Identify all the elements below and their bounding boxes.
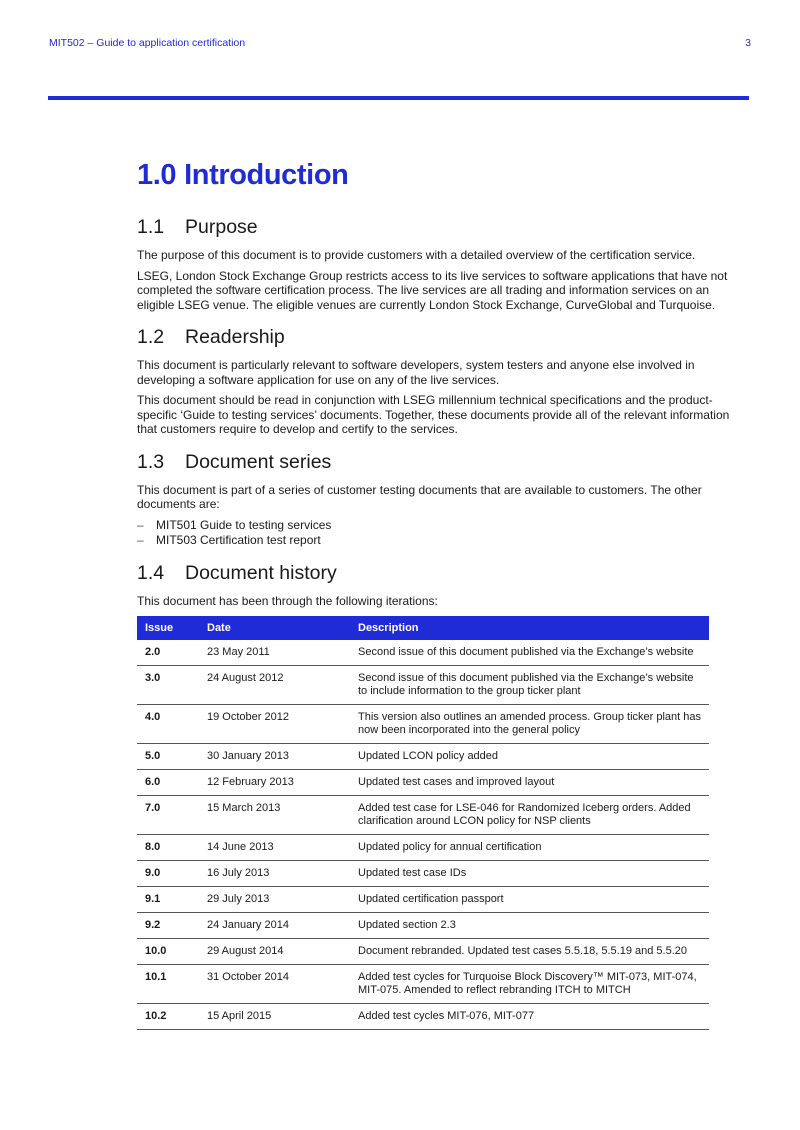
cell-issue: 4.0 (137, 705, 199, 744)
chapter-number: 1.0 (137, 159, 177, 191)
section-number: 1.1 (137, 216, 165, 238)
paragraph: This document is particularly relevant to software developers, system testers and anyone else involved in developing a software application for use on any of the live services. (137, 358, 695, 387)
table-body (137, 640, 709, 1030)
cell-issue: 7.0 (137, 796, 199, 835)
cell-issue: 9.1 (137, 887, 199, 913)
section-title: Purpose (185, 216, 258, 238)
cell-issue: 2.0 (137, 640, 199, 666)
cell-issue: 8.0 (137, 835, 199, 861)
cell-date: 31 October 2014 (199, 965, 350, 1004)
section-title: Document history (185, 561, 337, 584)
page-number: 3 (745, 37, 751, 49)
cell-date: 15 March 2013 (199, 796, 350, 835)
table-header-row (137, 616, 709, 640)
table-row (137, 965, 709, 1004)
cell-description: Second issue of this document published via the Exchange’s website to include information to the group ticker plant (350, 666, 709, 705)
cell-description: Added test cycles MIT-076, MIT-077 (350, 1004, 709, 1030)
cell-date: 14 June 2013 (199, 835, 350, 861)
cell-issue: 5.0 (137, 744, 199, 770)
table-row (137, 796, 709, 835)
section-document-series (137, 451, 740, 548)
cell-description: Updated test cases and improved layout (350, 770, 709, 796)
cell-date: 24 August 2012 (199, 666, 350, 705)
table-row (137, 770, 709, 796)
cell-description: Added test cycles for Turquoise Block Discovery™ MIT-073, MIT-074, MIT-075. Amended to reflect rebranding ITCH to MITCH (350, 965, 709, 1004)
cell-description: Updated policy for annual certification (350, 835, 709, 861)
cell-date: 29 August 2014 (199, 939, 350, 965)
cell-issue: 9.2 (137, 913, 199, 939)
column-header-issue: Issue (137, 616, 199, 640)
table-row (137, 835, 709, 861)
table-row (137, 744, 709, 770)
section-heading (137, 326, 740, 348)
cell-date: 19 October 2012 (199, 705, 350, 744)
cell-description: Second issue of this document published via the Exchange’s website (350, 640, 709, 666)
section-title: Document series (185, 450, 332, 473)
list-item: – MIT503 Certification test report (137, 533, 740, 548)
cell-description: Updated section 2.3 (350, 913, 709, 939)
table-row (137, 939, 709, 965)
paragraph: This document is part of a series of customer testing documents that are available to customers. The other documents are: (137, 482, 702, 511)
cell-description: This version also outlines an amended process. Group ticker plant has now been incorporated into the general policy (350, 705, 709, 744)
document-list (137, 518, 740, 548)
cell-date: 29 July 2013 (199, 887, 350, 913)
table-row (137, 1004, 709, 1030)
cell-description: Updated certification passport (350, 887, 709, 913)
cell-date: 23 May 2011 (199, 640, 350, 666)
chapter-title: Introduction (184, 159, 349, 191)
cell-description: Document rebranded. Updated test cases 5.5.18, 5.5.19 and 5.5.20 (350, 939, 709, 965)
cell-description: Updated test case IDs (350, 861, 709, 887)
header-divider (48, 96, 749, 100)
cell-issue: 9.0 (137, 861, 199, 887)
cell-date: 12 February 2013 (199, 770, 350, 796)
cell-description: Updated LCON policy added (350, 744, 709, 770)
section-heading (137, 216, 740, 238)
cell-issue: 10.0 (137, 939, 199, 965)
cell-issue: 6.0 (137, 770, 199, 796)
section-title: Readership (185, 326, 285, 348)
cell-description: Added test case for LSE-046 for Randomized Iceberg orders. Added clarification around LCON policy for NSP clients (350, 796, 709, 835)
paragraph: This document has been through the following iterations: (137, 593, 438, 608)
section-heading (137, 562, 740, 584)
paragraph: The purpose of this document is to provide customers with a detailed overview of the certification service. (137, 248, 696, 262)
chapter-heading (137, 150, 740, 200)
column-header-description: Description (350, 616, 709, 640)
table-row (137, 887, 709, 913)
section-heading (137, 451, 740, 473)
section-number: 1.4 (137, 561, 165, 584)
cell-date: 24 January 2014 (199, 913, 350, 939)
cell-date: 15 April 2015 (199, 1004, 350, 1030)
document-history-table (137, 616, 709, 1030)
paragraph: LSEG, London Stock Exchange Group restricts access to its live services to software applications that have not completed the software certification process. The live services are all trading and information services on an eligible LSEG venue. The eligible venues are currently London Stock Exchange, CurveGlobal and Turquoise. (137, 268, 728, 312)
section-purpose (137, 216, 740, 312)
page-content (137, 150, 740, 1044)
section-number: 1.2 (137, 326, 165, 348)
table-row (137, 861, 709, 887)
section-readership (137, 326, 740, 437)
section-number: 1.3 (137, 450, 165, 473)
table-row (137, 640, 709, 666)
cell-date: 30 January 2013 (199, 744, 350, 770)
table-row (137, 913, 709, 939)
cell-issue: 10.1 (137, 965, 199, 1004)
cell-date: 16 July 2013 (199, 861, 350, 887)
table-row (137, 666, 709, 705)
cell-issue: 10.2 (137, 1004, 199, 1030)
running-header-title: MIT502 – Guide to application certification (49, 37, 246, 49)
column-header-date: Date (199, 616, 350, 640)
section-document-history (137, 562, 740, 1031)
paragraph: This document should be read in conjunction with LSEG millennium technical specifications and the product-specific ‘Guide to testing services’ documents. Together, these documents provide all of the relevant information that customers require to develop and certify to the services. (137, 393, 730, 436)
cell-issue: 3.0 (137, 666, 199, 705)
table-row (137, 705, 709, 744)
list-item: – MIT501 Guide to testing services (137, 518, 740, 533)
